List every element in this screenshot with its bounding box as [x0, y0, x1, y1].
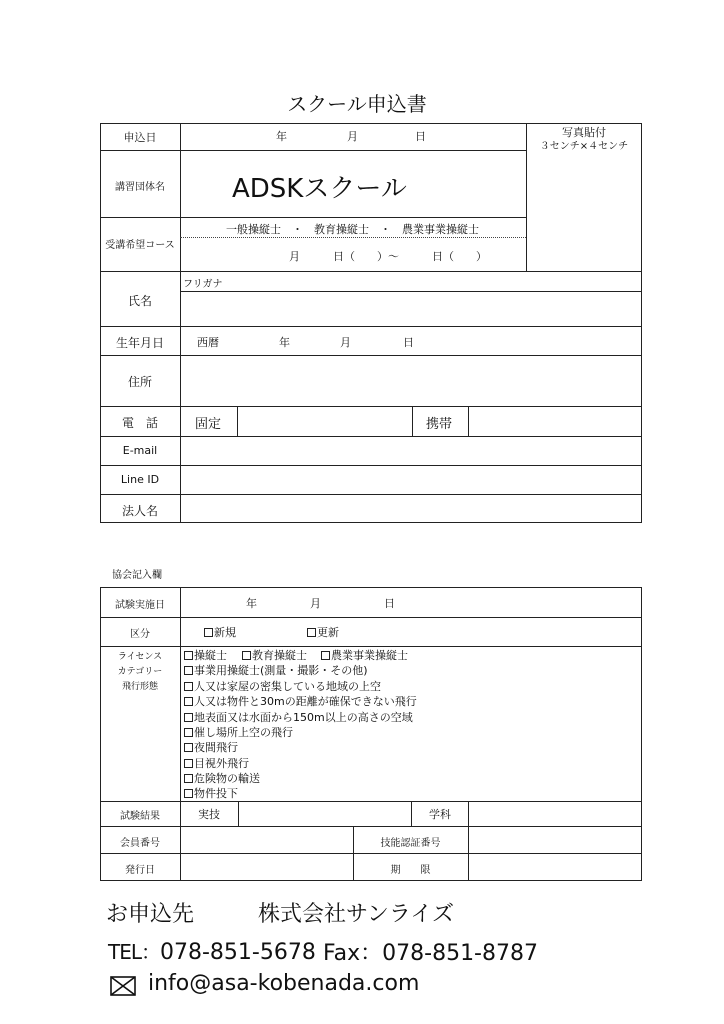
license-option-agriculture[interactable]: 農業事業操縦士 — [321, 647, 408, 663]
birth-era: 西暦 — [197, 336, 219, 349]
category-label: カテゴリー — [117, 667, 163, 677]
page-title: スクール申込書 — [287, 92, 427, 116]
mobile-field[interactable] — [469, 407, 641, 435]
photo-size: ３センチ×４センチ — [539, 141, 629, 152]
division-renew-option[interactable]: 更新 — [307, 624, 339, 640]
checkbox-icon[interactable] — [184, 697, 193, 706]
flight-mode-label: 飛行形態 — [121, 682, 158, 692]
flight-option-150m[interactable]: 地表面又は水面から150m以上の高さの空域 — [184, 709, 413, 725]
association-heading: 協会記入欄 — [112, 570, 162, 581]
group-name-label: 講習団体名 — [115, 182, 165, 193]
course-options[interactable]: 一般操縦士 ・ 教育操縦士 ・ 農業事業操縦士 — [226, 223, 479, 236]
exam-date-day[interactable]: 日 — [384, 597, 395, 610]
skill-cert-number-field[interactable] — [469, 827, 641, 852]
exam-date-label: 試験実施日 — [115, 600, 165, 611]
written-label: 学科 — [429, 808, 451, 821]
name-label: 氏名 — [127, 294, 152, 308]
member-number-label: 会員番号 — [120, 838, 160, 849]
photo-label: 写真貼付 — [562, 126, 606, 139]
mobile-label: 携帯 — [426, 417, 453, 432]
address-field[interactable] — [181, 356, 641, 405]
skill-cert-number-label: 技能認証番号 — [380, 838, 441, 849]
birth-year[interactable]: 年 — [279, 336, 290, 349]
expiry-label: 期 限 — [390, 865, 431, 876]
checkbox-icon[interactable] — [184, 759, 193, 768]
checkbox-icon[interactable] — [184, 682, 193, 691]
exam-date-month[interactable]: 月 — [310, 597, 321, 610]
checkbox-icon[interactable] — [307, 628, 316, 637]
email-field[interactable] — [181, 437, 641, 464]
apply-to-label: お申込先 — [106, 902, 195, 927]
fax-line — [323, 936, 538, 967]
exam-date-year[interactable]: 年 — [246, 597, 257, 610]
birth-date-label: 生年月日 — [115, 336, 164, 350]
line-id-field[interactable] — [181, 466, 641, 493]
checkbox-icon[interactable] — [204, 628, 213, 637]
checkbox-icon[interactable] — [242, 651, 251, 660]
phone-label: 電 話 — [121, 416, 158, 430]
name-field[interactable] — [181, 292, 641, 325]
checkbox-icon[interactable] — [184, 713, 193, 722]
license-label: ライセンス — [117, 652, 163, 662]
license-option-pilot[interactable]: 操縦士 — [184, 647, 227, 663]
tel-line — [108, 936, 316, 965]
written-result-field[interactable] — [469, 802, 641, 825]
corporation-field[interactable] — [181, 495, 641, 522]
application-date-label: 申込日 — [123, 131, 157, 144]
tel-number[interactable]: 078-851-5678 — [160, 940, 316, 965]
birth-month[interactable]: 月 — [340, 336, 351, 349]
course-label: 受講希望コース — [105, 240, 175, 251]
license-option-instructor[interactable]: 教育操縦士 — [242, 647, 307, 663]
application-date-month[interactable]: 月 — [347, 130, 358, 143]
checkbox-icon[interactable] — [184, 789, 193, 798]
checkbox-icon[interactable] — [184, 743, 193, 752]
application-date-year[interactable]: 年 — [276, 130, 287, 143]
checkbox-icon[interactable] — [184, 651, 193, 660]
member-number-field[interactable] — [181, 827, 352, 852]
email-label: E-mail — [122, 444, 158, 457]
corporation-label: 法人名 — [121, 504, 158, 518]
birth-day[interactable]: 日 — [403, 336, 414, 349]
checkbox-icon[interactable] — [184, 728, 193, 737]
flight-option-night[interactable]: 夜間飛行 — [184, 739, 238, 755]
checkbox-icon[interactable] — [184, 774, 193, 783]
course-dates[interactable]: 月 日（ ）〜 日（ ） — [289, 250, 487, 263]
address-label: 住所 — [127, 375, 152, 389]
mail-icon — [110, 976, 136, 996]
group-name-value[interactable]: ADSKスクール — [232, 174, 407, 204]
flight-option-drop[interactable]: 物件投下 — [184, 785, 238, 801]
flight-option-event[interactable]: 催し場所上空の飛行 — [184, 724, 293, 740]
tel-label: TEL： — [108, 940, 160, 964]
company-name: 株式会社サンライズ — [258, 902, 455, 927]
issue-date-field[interactable] — [181, 854, 352, 880]
landline-field[interactable] — [238, 407, 411, 435]
furigana-label: フリガナ — [183, 279, 223, 290]
flight-option-hazmat[interactable]: 危険物の輸送 — [184, 770, 260, 786]
expiry-field[interactable] — [469, 854, 641, 880]
line-id-label: Line ID — [120, 473, 160, 486]
flight-option-populated[interactable]: 人又は家屋の密集している地域の上空 — [184, 678, 381, 694]
practical-label: 実技 — [198, 808, 220, 821]
landline-label: 固定 — [195, 417, 222, 432]
practical-result-field[interactable] — [239, 802, 410, 825]
division-new-option[interactable]: 新規 — [204, 624, 236, 640]
exam-result-label: 試験結果 — [120, 811, 160, 822]
contact-email[interactable]: info@asa-kobenada.com — [148, 971, 420, 996]
issue-date-label: 発行日 — [125, 865, 155, 876]
fax-number[interactable]: 078-851-8787 — [382, 941, 538, 966]
application-date-day[interactable]: 日 — [415, 130, 426, 143]
fax-label: Fax： — [323, 941, 383, 966]
license-option-commercial[interactable]: 事業用操縦士(測量・撮影・その他) — [184, 662, 368, 678]
flight-option-bvlos[interactable]: 目視外飛行 — [184, 755, 249, 771]
flight-option-30m[interactable]: 人又は物件と30mの距離が確保できない飛行 — [184, 693, 417, 709]
division-label: 区分 — [130, 629, 150, 640]
checkbox-icon[interactable] — [184, 666, 193, 675]
checkbox-icon[interactable] — [321, 651, 330, 660]
